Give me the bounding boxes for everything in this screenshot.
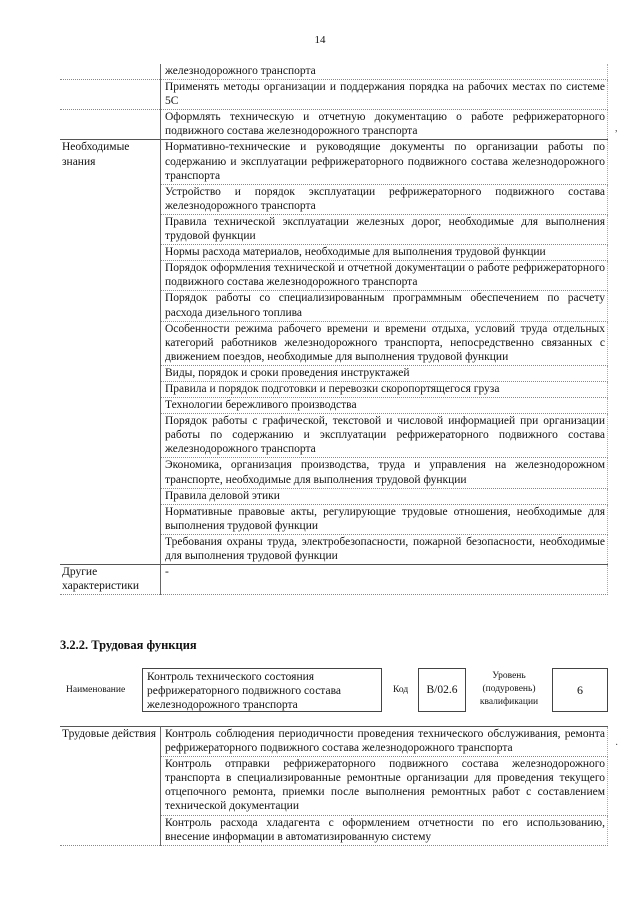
table-row — [60, 110, 608, 140]
table-row — [60, 64, 608, 80]
knowledge-item: Порядок оформления технической и отчетной документации о работе рефрижераторного подвижного состава железнодорожного транспорта — [161, 261, 608, 291]
actions-table — [60, 726, 608, 846]
table-row — [60, 140, 608, 184]
row-label — [60, 110, 161, 140]
knowledge-item: Правила деловой этики — [161, 488, 608, 504]
table-row — [60, 727, 608, 757]
function-header — [60, 668, 608, 714]
action-item: Контроль соблюдения периодичности проведения технического обслуживания, ремонта рефрижераторного подвижного состава железнодорожного транспорта — [161, 727, 608, 757]
code-label: Код — [393, 685, 409, 695]
knowledge-item: Нормы расхода материалов, необходимые для выполнения трудовой функции — [161, 245, 608, 261]
level-value: 6 — [552, 668, 608, 712]
skill-item: Применять методы организации и поддержания порядка на рабочих местах по системе 5С — [161, 80, 608, 110]
skill-item: Оформлять техническую и отчетную документацию о работе рефрижераторного подвижного состава железнодорожного транспорта — [161, 110, 608, 140]
margin-mark: , — [615, 123, 618, 134]
name-label: Наименование — [66, 685, 126, 695]
other-label: Другие характеристики — [60, 565, 161, 595]
action-item: Контроль расхода хладагента с оформлением отчетности по его использованию, внесение информации в автоматизированную систему — [161, 815, 608, 845]
skill-item: железнодорожного транспорта — [161, 64, 608, 80]
action-item: Контроль отправки рефрижераторного подвижного состава железнодорожного транспорта в специализированные ремонтные организации для проведения текущего отцепочного ремонта, приемки после выполнения ремонтных работ с составлением технической документации — [161, 757, 608, 815]
knowledge-item: Экономика, организация производства, труда и управления на железнодорожном транспорте, необходимые для выполнения трудовой функции — [161, 458, 608, 488]
knowledge-item: Нормативно-технические и руководящие документы по организации работы по содержанию и эксплуатации рефрижераторного подвижного состава железнодорожного транспорта — [161, 140, 608, 184]
table-row — [60, 80, 608, 110]
knowledge-item: Виды, порядок и сроки проведения инструктажей — [161, 365, 608, 381]
knowledge-item: Нормативные правовые акты, регулирующие трудовые отношения, необходимые для выполнения трудовой функции — [161, 504, 608, 534]
row-label — [60, 80, 161, 110]
knowledge-item: Правила технической эксплуатации железных дорог, необходимые для выполнения трудовой функции — [161, 214, 608, 244]
actions-label: Трудовые действия — [60, 727, 161, 846]
knowledge-item: Требования охраны труда, электробезопасности, пожарной безопасности, необходимые для выполнения трудовой функции — [161, 534, 608, 564]
knowledge-item: Порядок работы со специализированным программным обеспечением по расчету расхода дизельного топлива — [161, 291, 608, 321]
level-label: Уровень (подуровень) квалификации — [479, 671, 539, 707]
code-value: B/02.6 — [418, 668, 466, 712]
name-value: Контроль технического состояния рефрижераторного подвижного состава железнодорожного транспорта — [142, 668, 382, 712]
knowledge-item: Устройство и порядок эксплуатации рефрижераторного подвижного состава железнодорожного транспорта — [161, 184, 608, 214]
page-number: 14 — [314, 34, 326, 46]
other-value: - — [161, 565, 608, 595]
knowledge-item: Порядок работы с графической, текстовой и числовой информацией при организации работы по содержанию и эксплуатации рефрижераторного подвижного состава железнодорожного транспорта — [161, 414, 608, 458]
table-row — [60, 565, 608, 595]
knowledge-item: Технологии бережливого производства — [161, 398, 608, 414]
competency-table — [60, 64, 608, 595]
knowledge-item: Правила и порядок подготовки и перевозки скоропортящегося груза — [161, 381, 608, 397]
knowledge-item: Особенности режима рабочего времени и времени отдыха, условий труда отдельных категорий работников железнодорожного транспорта, непосредственно связанных с движением поездов, необходимые для выполнения трудовой функции — [161, 321, 608, 365]
row-label — [60, 64, 161, 80]
section-title: 3.2.2. Трудовая функция — [60, 638, 197, 652]
margin-mark: · — [615, 740, 619, 751]
knowledge-label: Необходимые знания — [60, 140, 161, 565]
